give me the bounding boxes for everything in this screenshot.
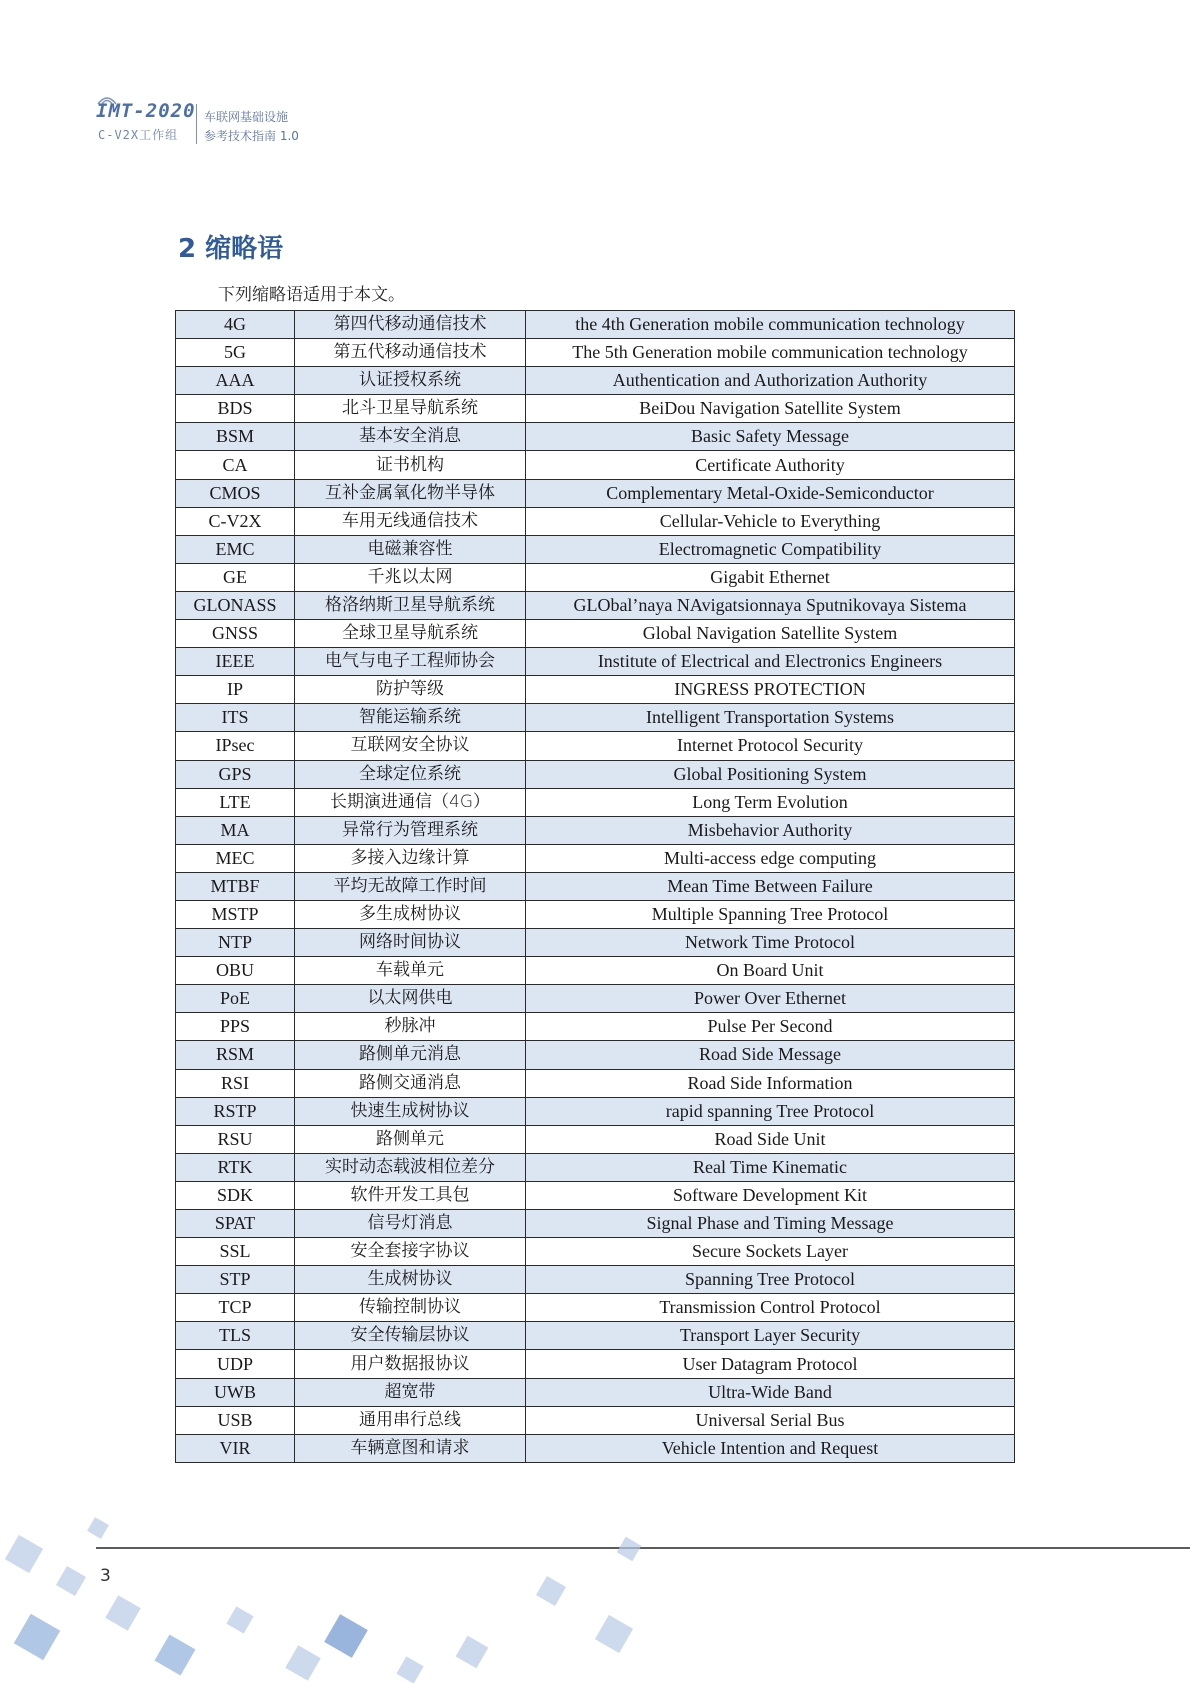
chinese-term-cell: 以太网供电 xyxy=(295,985,526,1013)
table-row xyxy=(176,1153,1015,1181)
chinese-term-cell: 电气与电子工程师协会 xyxy=(295,648,526,676)
english-term-cell: BeiDou Navigation Satellite System xyxy=(526,395,1015,423)
abbr-cell: SSL xyxy=(176,1238,295,1266)
table-row xyxy=(176,676,1015,704)
english-term-cell: Road Side Information xyxy=(526,1069,1015,1097)
table-row xyxy=(176,760,1015,788)
english-term-cell: User Datagram Protocol xyxy=(526,1350,1015,1378)
english-term-cell: Certificate Authority xyxy=(526,451,1015,479)
chinese-term-cell: 全球卫星导航系统 xyxy=(295,620,526,648)
english-term-cell: Universal Serial Bus xyxy=(526,1406,1015,1434)
abbr-cell: NTP xyxy=(176,929,295,957)
chinese-term-cell: 格洛纳斯卫星导航系统 xyxy=(295,591,526,619)
chinese-term-cell: 车辆意图和请求 xyxy=(295,1434,526,1462)
chinese-term-cell: 智能运输系统 xyxy=(295,704,526,732)
chinese-term-cell: 安全传输层协议 xyxy=(295,1322,526,1350)
english-term-cell: Road Side Message xyxy=(526,1041,1015,1069)
english-term-cell: Authentication and Authorization Authority xyxy=(526,367,1015,395)
chinese-term-cell: 全球定位系统 xyxy=(295,760,526,788)
table-row xyxy=(176,423,1015,451)
abbr-cell: MEC xyxy=(176,844,295,872)
chinese-term-cell: 北斗卫星导航系统 xyxy=(295,395,526,423)
english-term-cell: Global Navigation Satellite System xyxy=(526,620,1015,648)
table-row xyxy=(176,1069,1015,1097)
abbr-cell: SDK xyxy=(176,1181,295,1209)
chinese-term-cell: 互联网安全协议 xyxy=(295,732,526,760)
english-term-cell: Basic Safety Message xyxy=(526,423,1015,451)
chinese-term-cell: 路侧交通消息 xyxy=(295,1069,526,1097)
english-term-cell: Transport Layer Security xyxy=(526,1322,1015,1350)
chinese-term-cell: 互补金属氧化物半导体 xyxy=(295,479,526,507)
table-row xyxy=(176,985,1015,1013)
abbr-cell: GPS xyxy=(176,760,295,788)
english-term-cell: Internet Protocol Security xyxy=(526,732,1015,760)
abbr-cell: UDP xyxy=(176,1350,295,1378)
section-intro: 下列缩略语适用于本文。 xyxy=(218,285,405,305)
english-term-cell: On Board Unit xyxy=(526,957,1015,985)
english-term-cell: Spanning Tree Protocol xyxy=(526,1266,1015,1294)
english-term-cell: Multi-access edge computing xyxy=(526,844,1015,872)
chinese-term-cell: 防护等级 xyxy=(295,676,526,704)
english-term-cell: Road Side Unit xyxy=(526,1125,1015,1153)
abbr-cell: IPsec xyxy=(176,732,295,760)
chinese-term-cell: 用户数据报协议 xyxy=(295,1350,526,1378)
chinese-term-cell: 信号灯消息 xyxy=(295,1210,526,1238)
chinese-term-cell: 多接入边缘计算 xyxy=(295,844,526,872)
table-row xyxy=(176,535,1015,563)
header-title-line2: 参考技术指南 1.0 xyxy=(204,129,299,143)
abbr-cell: CMOS xyxy=(176,479,295,507)
english-term-cell: Power Over Ethernet xyxy=(526,985,1015,1013)
abbreviation-table xyxy=(175,310,1015,1463)
abbr-cell: RSI xyxy=(176,1069,295,1097)
abbr-cell: PoE xyxy=(176,985,295,1013)
table-row xyxy=(176,1266,1015,1294)
abbr-cell: GE xyxy=(176,563,295,591)
english-term-cell: INGRESS PROTECTION xyxy=(526,676,1015,704)
chinese-term-cell: 生成树协议 xyxy=(295,1266,526,1294)
abbr-cell: 4G xyxy=(176,311,295,339)
table-row xyxy=(176,1181,1015,1209)
chinese-term-cell: 实时动态载波相位差分 xyxy=(295,1153,526,1181)
english-term-cell: Network Time Protocol xyxy=(526,929,1015,957)
table-row xyxy=(176,957,1015,985)
english-term-cell: Complementary Metal-Oxide-Semiconductor xyxy=(526,479,1015,507)
table-row xyxy=(176,1322,1015,1350)
abbr-cell: MSTP xyxy=(176,900,295,928)
table-row xyxy=(176,620,1015,648)
abbr-cell: PPS xyxy=(176,1013,295,1041)
chinese-term-cell: 长期演进通信（4G） xyxy=(295,788,526,816)
abbr-cell: LTE xyxy=(176,788,295,816)
english-term-cell: Electromagnetic Compatibility xyxy=(526,535,1015,563)
english-term-cell: Multiple Spanning Tree Protocol xyxy=(526,900,1015,928)
table-row xyxy=(176,1406,1015,1434)
english-term-cell: Mean Time Between Failure xyxy=(526,872,1015,900)
chinese-term-cell: 快速生成树协议 xyxy=(295,1097,526,1125)
abbr-cell: BDS xyxy=(176,395,295,423)
english-term-cell: The 5th Generation mobile communication technology xyxy=(526,339,1015,367)
table-row xyxy=(176,929,1015,957)
abbr-cell: OBU xyxy=(176,957,295,985)
table-row xyxy=(176,1378,1015,1406)
abbr-cell: 5G xyxy=(176,339,295,367)
abbr-cell: RSM xyxy=(176,1041,295,1069)
table-row xyxy=(176,1210,1015,1238)
decorative-tiles xyxy=(0,1500,1190,1683)
english-term-cell: the 4th Generation mobile communication technology xyxy=(526,311,1015,339)
table-row xyxy=(176,1434,1015,1462)
abbr-cell: STP xyxy=(176,1266,295,1294)
page-number: 3 xyxy=(100,1566,111,1586)
header-title-line1: 车联网基础设施 xyxy=(204,110,289,124)
abbr-cell: MTBF xyxy=(176,872,295,900)
abbr-cell: MA xyxy=(176,816,295,844)
chinese-term-cell: 证书机构 xyxy=(295,451,526,479)
abbr-cell: IEEE xyxy=(176,648,295,676)
english-term-cell: Real Time Kinematic xyxy=(526,1153,1015,1181)
chinese-term-cell: 秒脉冲 xyxy=(295,1013,526,1041)
abbr-cell: AAA xyxy=(176,367,295,395)
table-row xyxy=(176,395,1015,423)
logo-main: IMT-2020 xyxy=(96,100,196,122)
chinese-term-cell: 传输控制协议 xyxy=(295,1294,526,1322)
table-row xyxy=(176,900,1015,928)
table-row xyxy=(176,1350,1015,1378)
english-term-cell: Intelligent Transportation Systems xyxy=(526,704,1015,732)
chinese-term-cell: 平均无故障工作时间 xyxy=(295,872,526,900)
english-term-cell: Signal Phase and Timing Message xyxy=(526,1210,1015,1238)
chinese-term-cell: 车用无线通信技术 xyxy=(295,507,526,535)
chinese-term-cell: 安全套接字协议 xyxy=(295,1238,526,1266)
abbr-cell: GLONASS xyxy=(176,591,295,619)
english-term-cell: Software Development Kit xyxy=(526,1181,1015,1209)
abbr-cell: RTK xyxy=(176,1153,295,1181)
table-row xyxy=(176,1238,1015,1266)
abbr-cell: IP xyxy=(176,676,295,704)
english-term-cell: Institute of Electrical and Electronics Engineers xyxy=(526,648,1015,676)
abbr-cell: BSM xyxy=(176,423,295,451)
chinese-term-cell: 多生成树协议 xyxy=(295,900,526,928)
chinese-term-cell: 车载单元 xyxy=(295,957,526,985)
table-row xyxy=(176,732,1015,760)
table-row xyxy=(176,1041,1015,1069)
chinese-term-cell: 千兆以太网 xyxy=(295,563,526,591)
table-row xyxy=(176,339,1015,367)
table-row xyxy=(176,872,1015,900)
chinese-term-cell: 第四代移动通信技术 xyxy=(295,311,526,339)
english-term-cell: rapid spanning Tree Protocol xyxy=(526,1097,1015,1125)
english-term-cell: Global Positioning System xyxy=(526,760,1015,788)
table-row xyxy=(176,1294,1015,1322)
table-row xyxy=(176,1097,1015,1125)
abbr-cell: RSU xyxy=(176,1125,295,1153)
abbr-cell: ITS xyxy=(176,704,295,732)
english-term-cell: Gigabit Ethernet xyxy=(526,563,1015,591)
abbr-cell: RSTP xyxy=(176,1097,295,1125)
english-term-cell: Cellular-Vehicle to Everything xyxy=(526,507,1015,535)
chinese-term-cell: 网络时间协议 xyxy=(295,929,526,957)
table-row xyxy=(176,563,1015,591)
chinese-term-cell: 路侧单元消息 xyxy=(295,1041,526,1069)
logo-divider xyxy=(196,104,197,144)
english-term-cell: Transmission Control Protocol xyxy=(526,1294,1015,1322)
table-row xyxy=(176,479,1015,507)
table-row xyxy=(176,844,1015,872)
table-row xyxy=(176,816,1015,844)
table-row xyxy=(176,788,1015,816)
table-row xyxy=(176,507,1015,535)
english-term-cell: Secure Sockets Layer xyxy=(526,1238,1015,1266)
table-row xyxy=(176,311,1015,339)
table-row xyxy=(176,367,1015,395)
chinese-term-cell: 基本安全消息 xyxy=(295,423,526,451)
abbr-cell: SPAT xyxy=(176,1210,295,1238)
abbreviation-table-body xyxy=(176,311,1015,1463)
english-term-cell: Pulse Per Second xyxy=(526,1013,1015,1041)
abbr-cell: VIR xyxy=(176,1434,295,1462)
chinese-term-cell: 认证授权系统 xyxy=(295,367,526,395)
chinese-term-cell: 电磁兼容性 xyxy=(295,535,526,563)
english-term-cell: GLObal’naya NAvigatsionnaya Sputnikovaya Sistema xyxy=(526,591,1015,619)
abbr-cell: UWB xyxy=(176,1378,295,1406)
abbr-cell: EMC xyxy=(176,535,295,563)
abbr-cell: GNSS xyxy=(176,620,295,648)
chinese-term-cell: 路侧单元 xyxy=(295,1125,526,1153)
chinese-term-cell: 超宽带 xyxy=(295,1378,526,1406)
abbr-cell: USB xyxy=(176,1406,295,1434)
logo-sub: C-V2X工作组 xyxy=(98,128,179,142)
table-row xyxy=(176,591,1015,619)
chinese-term-cell: 异常行为管理系统 xyxy=(295,816,526,844)
english-term-cell: Misbehavior Authority xyxy=(526,816,1015,844)
table-row xyxy=(176,1013,1015,1041)
abbr-cell: CA xyxy=(176,451,295,479)
table-row xyxy=(176,704,1015,732)
abbr-cell: TCP xyxy=(176,1294,295,1322)
abbr-cell: TLS xyxy=(176,1322,295,1350)
chinese-term-cell: 软件开发工具包 xyxy=(295,1181,526,1209)
table-row xyxy=(176,451,1015,479)
chinese-term-cell: 第五代移动通信技术 xyxy=(295,339,526,367)
chinese-term-cell: 通用串行总线 xyxy=(295,1406,526,1434)
english-term-cell: Vehicle Intention and Request xyxy=(526,1434,1015,1462)
section-title: 2 缩略语 xyxy=(178,234,284,264)
table-row xyxy=(176,1125,1015,1153)
english-term-cell: Ultra-Wide Band xyxy=(526,1378,1015,1406)
abbr-cell: C-V2X xyxy=(176,507,295,535)
english-term-cell: Long Term Evolution xyxy=(526,788,1015,816)
table-row xyxy=(176,648,1015,676)
